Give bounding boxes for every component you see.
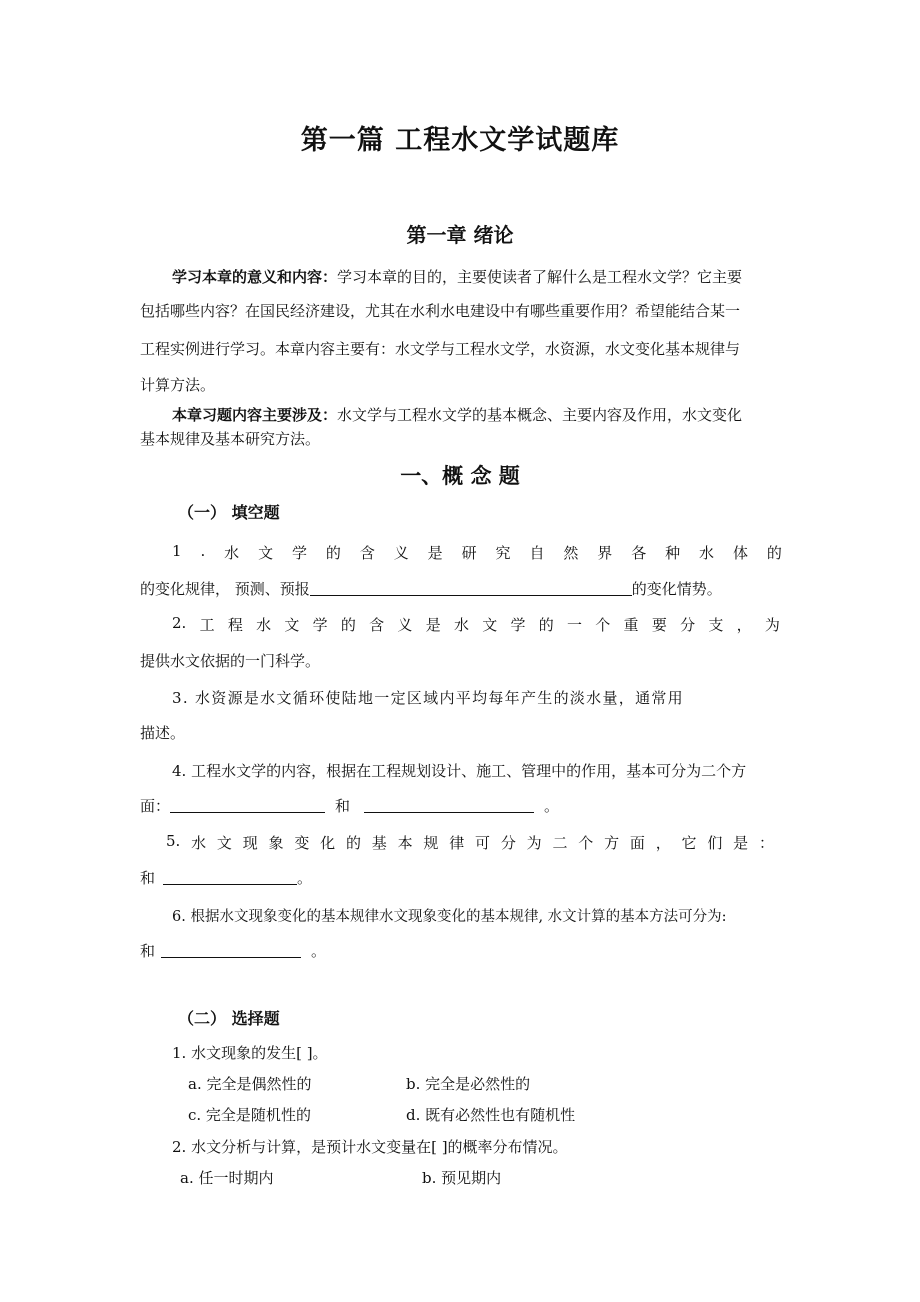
fill-q6-text-and: 和 [140,942,156,960]
choice-q1-option-c[interactable]: c. 完全是随机性的 [188,1106,311,1124]
fill-q5-char: 可 [475,834,491,852]
fill-q2-char: 义 [397,616,413,634]
fill-q1-char: 界 [597,544,613,562]
fill-q5-char: 水 [191,834,207,852]
fill-q2-char: 一 [567,616,583,634]
fill-q2-char: 文 [284,616,300,634]
fill-q5-char: 它 [681,834,697,852]
fill-q1-char: 种 [665,544,681,562]
fill-q2-char: 是 [425,616,441,634]
fill-q2-char: 支 [708,616,724,634]
fill-q1-char: 研 [461,544,477,562]
choice-q2-option-b[interactable]: b. 预见期内 [422,1169,502,1187]
intro-label: 学习本章的意义和内容： [172,268,338,286]
fill-q4-line-2 [140,795,559,816]
fill-q2-char: 学 [312,616,328,634]
fill-q5-line-2 [140,867,312,888]
fill-q5-char: 个 [578,834,594,852]
fill-q4-text-end: 。 [544,797,560,815]
fill-q2-char: 水 [256,616,272,634]
fill-q2-char: 文 [482,616,498,634]
fill-q2-line-2: 提供水文依据的一门科学。 [140,652,321,670]
fill-q2-char: 重 [623,616,639,634]
fill-q1-char: 水 [224,544,240,562]
fill-q2-char: 学 [510,616,526,634]
fill-q1-text-b: 的变化情势。 [631,580,722,598]
fill-q3-line-2: 描述。 [140,724,186,742]
fill-q1-char: 1 [172,542,182,560]
fill-q2-char: 分 [680,616,696,634]
fill-q5-char: 为 [526,834,542,852]
fill-q6-line-2 [140,940,326,961]
fill-q5-char: 基 [371,834,387,852]
chapter-title: 第一章 绪论 [406,223,514,247]
fill-q1-blank[interactable] [310,580,632,596]
fill-q2-char: 的 [538,616,554,634]
fill-q5-char: 5. [166,832,181,850]
intro-text-1: 学习本章的目的，主要使读者了解什么是工程水文学？它主要 [337,268,743,286]
section-heading-concepts: 一、概 念 题 [400,464,520,488]
intro-line-3: 工程实例进行学习。本章内容主要有：水文学与工程水文学，水资源，水文变化基本规律与 [140,340,741,358]
fill-q1-line-1 [172,542,782,563]
scope-line-1 [172,404,742,425]
fill-q1-char: 含 [359,544,375,562]
fill-q2-char: 为 [764,616,780,634]
fill-q1-line-2 [140,578,722,599]
fill-q2-char: 水 [453,616,469,634]
fill-q1-char: . [200,542,206,560]
fill-q5-char: 二 [552,834,568,852]
fill-q4-text-a: 面： [140,797,171,815]
choice-q1-option-a[interactable]: a. 完全是偶然性的 [188,1075,312,1093]
fill-q4-blank-1[interactable] [170,797,325,813]
fill-q5-char: 规 [423,834,439,852]
choice-q1-option-d[interactable]: d. 既有必然性也有随机性 [406,1106,576,1124]
scope-text-1: 水文学与工程水文学的基本概念、主要内容及作用，水文变化 [337,406,743,424]
fill-q2-char: 工 [199,616,215,634]
fill-q1-char: 自 [529,544,545,562]
choice-heading: （二） 选择题 [178,1009,280,1028]
fill-q4-blank-2[interactable] [364,797,534,813]
fill-q1-char: 的 [325,544,341,562]
fill-q5-char: 文 [216,834,232,852]
fill-q5-char: 律 [449,834,465,852]
intro-line-2: 包括哪些内容？在国民经济建设，尤其在水利水电建设中有哪些重要作用？希望能结合某一 [140,302,741,320]
fill-q5-blank[interactable] [163,869,297,885]
fill-q2-char: 2. [172,614,187,632]
fill-q6-blank[interactable] [161,942,301,958]
fill-q1-char: 各 [631,544,647,562]
fill-q2-line-1 [172,614,780,635]
fill-q5-char: 本 [397,834,413,852]
fill-q5-char: 化 [320,834,336,852]
fill-q5-line-1 [166,832,774,853]
fill-q2-char: 个 [595,616,611,634]
fill-q5-char: 现 [242,834,258,852]
choice-q2-stem: 2. 水文分析与计算，是预计水文变量在[ ]的概率分布情况。 [172,1138,568,1156]
fill-q1-char: 体 [732,544,748,562]
fill-q6-text-end: 。 [311,942,327,960]
fill-q6-line-1: 6. 根据水文现象变化的基本规律水文现象变化的基本规律, 水文计算的基本方法可分为: [172,909,727,925]
fill-q5-char: 分 [500,834,516,852]
fill-q5-char: 方 [604,834,620,852]
choice-q2-option-a[interactable]: a. 任一时期内 [180,1169,274,1187]
document-title: 第一篇 工程水文学试题库 [300,125,620,156]
scope-label: 本章习题内容主要涉及： [172,406,338,424]
fill-q2-char: 程 [227,616,243,634]
fill-q1-char: 的 [766,544,782,562]
fill-q5-char: 们 [707,834,723,852]
fill-q4-text-and: 和 [335,797,351,815]
fill-q5-char: 变 [294,834,310,852]
fill-q2-char: ， [736,616,752,634]
fill-q1-char: 义 [393,544,409,562]
fill-q5-char: 象 [268,834,284,852]
fill-q1-char: 水 [699,544,715,562]
intro-line-4: 计算方法。 [140,376,216,394]
fill-q5-char: 面 [629,834,645,852]
fill-q1-char: 文 [258,544,274,562]
fill-q5-char: ， [655,834,671,852]
fill-q3-line-1: 3. 水资源是水文循环使陆地一定区域内平均每年产生的淡水量，通常用 [172,689,684,707]
fill-q1-text-a: 的变化规律， 预测、预报 [140,580,310,598]
fill-q5-char: ： [758,834,774,852]
fill-q1-char: 学 [291,544,307,562]
intro-line-1 [172,266,742,287]
fill-blank-heading: （一） 填空题 [178,503,280,522]
scope-line-2: 基本规律及基本研究方法。 [140,430,321,448]
fill-q1-char: 然 [563,544,579,562]
fill-q2-char: 含 [369,616,385,634]
choice-q1-stem: 1. 水文现象的发生[ ]。 [172,1044,328,1062]
fill-q5-text-and: 和 [140,869,156,887]
fill-q5-text-end: 。 [297,869,313,887]
fill-q5-char: 是 [733,834,749,852]
fill-q2-char: 要 [651,616,667,634]
fill-q5-char: 的 [345,834,361,852]
fill-q1-char: 究 [495,544,511,562]
fill-q4-line-1: 4. 工程水文学的内容，根据在工程规划设计、施工、管理中的作用，基本可分为二个方 [172,762,747,780]
fill-q1-char: 是 [427,544,443,562]
choice-q1-option-b[interactable]: b. 完全是必然性的 [406,1075,531,1093]
fill-q2-char: 的 [340,616,356,634]
